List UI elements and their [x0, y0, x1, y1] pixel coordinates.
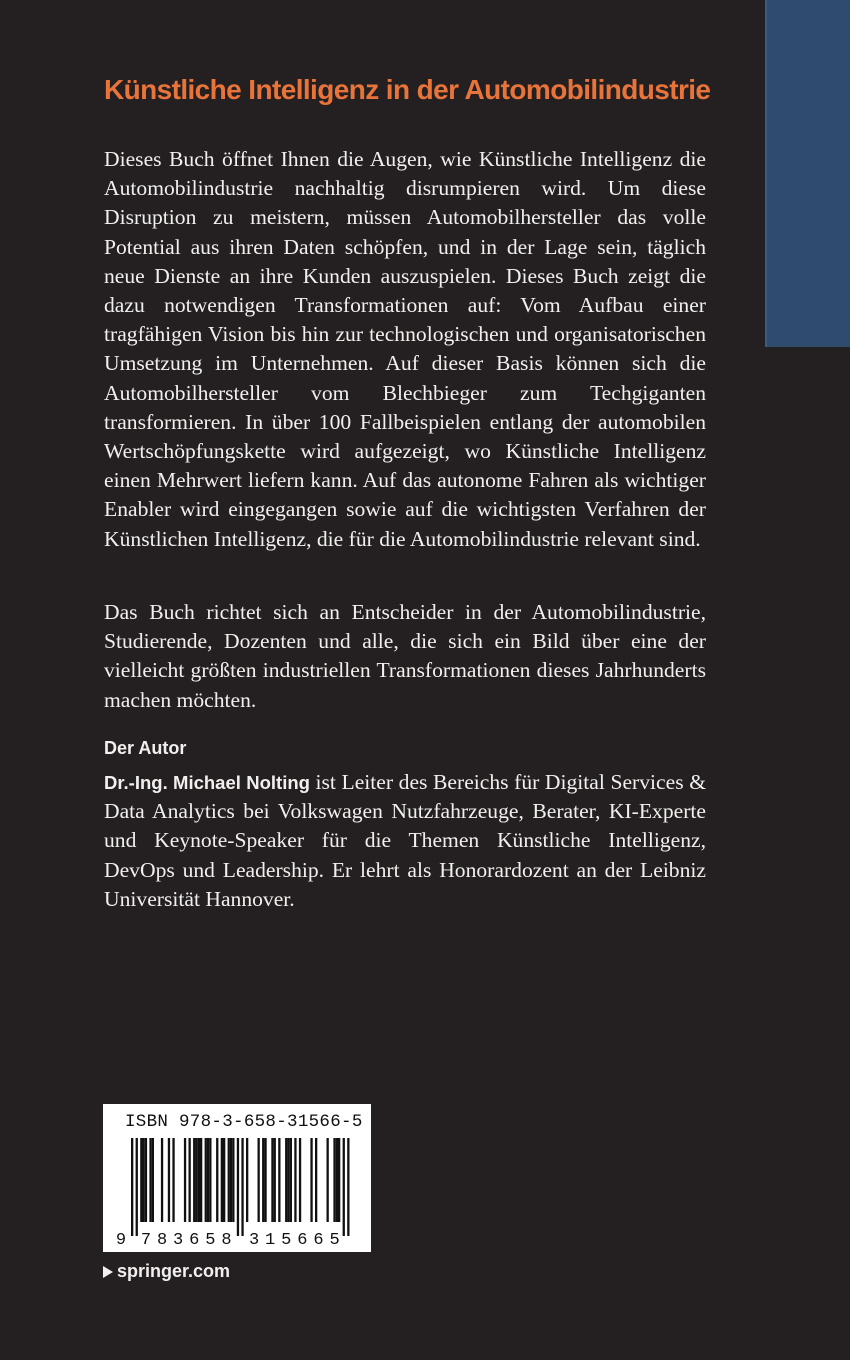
author-name: Dr.-Ing. Michael Nolting	[104, 772, 310, 793]
barcode-bar	[195, 1138, 197, 1222]
barcode-digit: 8	[156, 1231, 168, 1250]
barcode-bar	[230, 1138, 232, 1222]
author-bio-text: ist Leiter des Bereichs für Digital Services & Data Analytics bei Volkswagen Nutzfahrzeuge, Berater, KI-Experte und Keynote-Speaker für die Themen Künstliche Intelligenz, DevOps und Leadership. Er lehrt als Honorardozent an der Leibniz Universität Hannover.	[104, 770, 706, 911]
barcode-bar	[228, 1138, 230, 1222]
isbn-label: ISBN 978-3-658-31566-5	[125, 1112, 363, 1132]
barcode-bar	[338, 1138, 340, 1222]
barcode-bar	[140, 1138, 142, 1222]
barcode-bar	[327, 1138, 329, 1222]
barcode-digit: 6	[189, 1231, 200, 1250]
author-bio	[104, 768, 706, 914]
book-title: Künstliche Intelligenz in der Automobilindustrie	[104, 74, 711, 105]
barcode-bar	[285, 1138, 287, 1222]
barcode-bar	[198, 1138, 200, 1222]
barcode-bar	[241, 1138, 243, 1236]
barcode-bar	[294, 1138, 296, 1222]
spine-color-strip	[765, 0, 850, 347]
barcode-bar	[271, 1138, 273, 1222]
barcode-digit: 9	[115, 1231, 127, 1250]
description-paragraph-2: Das Buch richtet sich an Entscheider in der Automobilindustrie, Studierende, Dozenten und alle, die sich ein Bild über eine der vielleicht größten industriellen Transformationen dieses Jahrhunderts machen möchten.	[104, 600, 706, 712]
barcode-digit: 6	[313, 1231, 324, 1250]
barcode-digit: 6	[297, 1231, 308, 1250]
barcode-graphic	[103, 1104, 371, 1252]
barcode-bar	[347, 1138, 349, 1236]
barcode-bar	[258, 1138, 260, 1222]
barcode-bar	[290, 1138, 292, 1222]
barcode-bar	[336, 1138, 338, 1222]
barcode-bar	[274, 1138, 276, 1222]
barcode-digit: 5	[329, 1231, 340, 1250]
barcode-digit: 5	[281, 1231, 292, 1250]
barcode-bar	[209, 1138, 211, 1222]
barcode-bar	[131, 1138, 133, 1236]
barcode-bar	[264, 1138, 266, 1222]
barcode-bar	[246, 1138, 248, 1222]
barcode-bar	[189, 1138, 191, 1222]
barcode-bar	[200, 1138, 202, 1222]
isbn-barcode	[103, 1104, 371, 1252]
barcode-bar	[168, 1138, 170, 1222]
barcode-digit: 7	[140, 1231, 152, 1250]
barcode-bar	[343, 1138, 345, 1236]
barcode-bar	[216, 1138, 218, 1222]
barcode-bar	[161, 1138, 163, 1222]
barcode-bar	[287, 1138, 289, 1222]
barcode-bar	[136, 1138, 138, 1236]
barcode-digit: 3	[173, 1231, 184, 1250]
barcode-bar	[193, 1138, 195, 1222]
barcode-bar	[207, 1138, 209, 1222]
barcode-bar	[149, 1138, 151, 1222]
barcode-digit: 1	[265, 1231, 276, 1250]
description-paragraph-1: Dieses Buch öffnet Ihnen die Augen, wie Künstliche Intelligenz die Automobilindustrie nachhaltig disrumpieren wird. Um diese Disruption zu meistern, müssen Automobilhersteller das volle Potential aus ihren Daten schöpfen, und in der Lage sein, täglich neue Dienste an ihre Kunden auszuspielen. Dieses Buch zeigt die dazu notwendigen Transformationen auf: Vom Aufbau einer tragfähigen Vision bis hin zur technologischen und organisatorischen Umsetzung im Unternehmen. Auf dieser Basis können sich die Automobilhersteller vom Blechbieger zum Techgiganten transformieren. In über 100 Fallbeispielen entlang der automobilen Wertschöpfungskette wird aufgezeigt, wo Künstliche Intelligenz einen Mehrwert liefern kann. Auf das autonome Fahren als wichtiger Enabler wird eingegangen sowie auf die wichtigsten Verfahren der Künstlichen Intelligenz, die für die Automobilindustrie relevant sind.	[104, 147, 706, 551]
barcode-digit: 5	[205, 1231, 216, 1250]
barcode-bar	[145, 1138, 147, 1222]
author-heading: Der Autor	[104, 738, 187, 758]
barcode-bar	[172, 1138, 174, 1222]
barcode-bar	[237, 1138, 239, 1236]
barcode-digit: 8	[221, 1231, 232, 1250]
barcode-bar	[223, 1138, 225, 1222]
triangle-arrow-icon	[103, 1266, 113, 1278]
barcode-bar	[232, 1138, 234, 1222]
barcode-bar	[221, 1138, 223, 1222]
barcode-bar	[205, 1138, 207, 1222]
barcode-bar	[262, 1138, 264, 1222]
publisher-url: springer.com	[117, 1261, 231, 1281]
barcode-bar	[299, 1138, 301, 1222]
barcode-bar	[278, 1138, 280, 1222]
barcode-bar	[310, 1138, 312, 1222]
barcode-bar	[152, 1138, 154, 1222]
publisher-link[interactable]	[103, 1261, 230, 1282]
barcode-bar	[333, 1138, 335, 1222]
barcode-digit: 3	[248, 1231, 260, 1250]
barcode-bar	[143, 1138, 145, 1222]
barcode-bar	[315, 1138, 317, 1222]
barcode-bar	[184, 1138, 186, 1222]
